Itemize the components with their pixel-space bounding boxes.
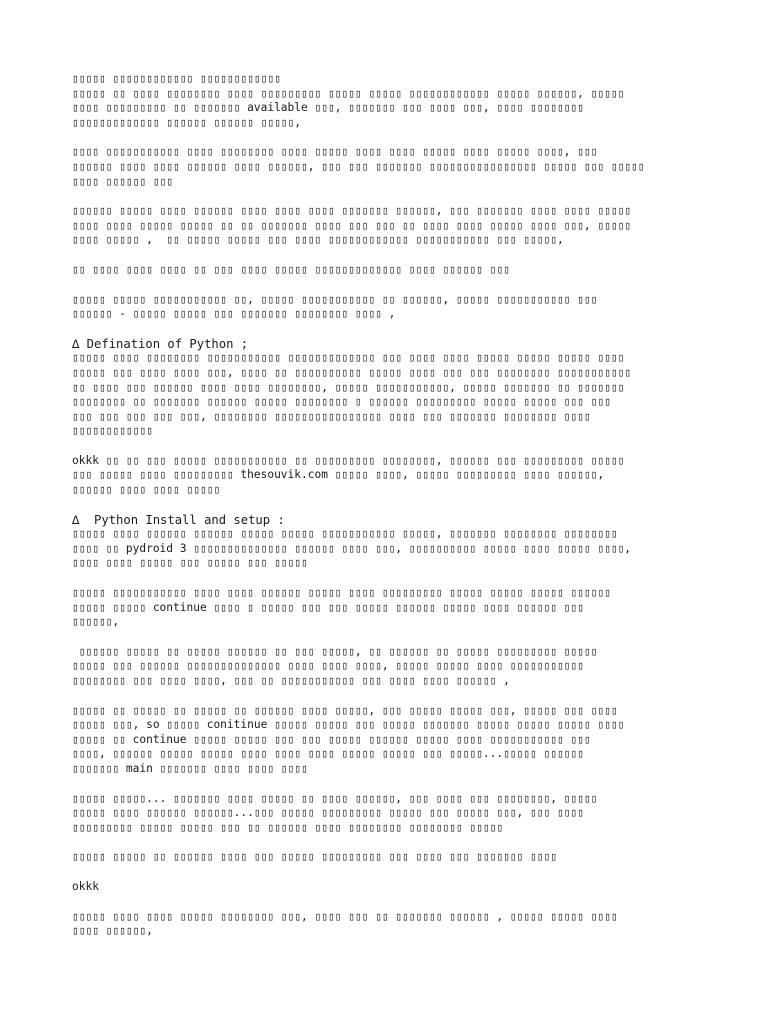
text-line: ▯▯▯▯▯ ▯▯▯▯▯▯▯▯▯▯▯▯ ▯▯▯▯▯▯▯▯▯▯▯▯: [72, 72, 281, 85]
text-line: ▯▯▯▯▯ ▯▯ ▯▯▯▯▯ ▯▯ ▯▯▯▯▯ ▯▯ ▯▯▯▯▯▯ ▯▯▯▯ ▯▯▯▯▯, ▯▯▯ ▯▯▯▯▯ ▯▯▯▯▯ ▯▯▯, ▯▯▯▯▯ ▯▯▯ ▯▯▯▯: [72, 703, 618, 717]
body-paragraph: [72, 880, 700, 895]
body-paragraph: [72, 145, 700, 189]
text-line: ▯▯▯▯▯ ▯▯▯, so ▯▯▯▯▯ conitinue ▯▯▯▯▯ ▯▯▯▯▯ ▯▯▯ ▯▯▯▯▯ ▯▯▯▯▯▯▯ ▯▯▯▯▯ ▯▯▯▯▯ ▯▯▯▯▯ ▯▯▯▯: [72, 718, 625, 732]
text-line: ▯▯▯ ▯▯▯▯▯ ▯▯▯▯ ▯▯▯▯▯▯▯▯▯ thesouvik.com ▯▯▯▯▯ ▯▯▯▯, ▯▯▯▯▯ ▯▯▯▯▯▯▯▯▯ ▯▯▯▯ ▯▯▯▯▯▯,: [72, 468, 605, 482]
text-line: ▯▯▯▯ ▯▯▯▯▯ , ▯▯ ▯▯▯▯▯ ▯▯▯▯▯ ▯▯▯ ▯▯▯▯ ▯▯▯▯▯▯▯▯▯▯▯▯ ▯▯▯▯▯▯▯▯▯▯▯ ▯▯▯ ▯▯▯▯▯,: [72, 233, 564, 247]
body-paragraph: [72, 910, 700, 939]
text-line: ▯▯▯▯▯▯▯▯▯▯▯▯▯ ▯▯▯▯▯▯ ▯▯▯▯▯▯ ▯▯▯▯▯,: [72, 115, 302, 129]
text-line: ▯▯ ▯▯▯▯ ▯▯▯▯ ▯▯▯▯ ▯▯ ▯▯▯ ▯▯▯▯ ▯▯▯▯▯ ▯▯▯▯▯▯▯▯▯▯▯▯▯ ▯▯▯▯ ▯▯▯▯▯▯ ▯▯▯: [72, 262, 510, 276]
text-line: ▯▯▯▯▯ ▯▯▯▯ ▯▯▯▯▯▯ ▯▯▯▯▯▯...▯▯▯ ▯▯▯▯▯ ▯▯▯▯▯▯▯▯▯ ▯▯▯▯▯ ▯▯▯ ▯▯▯▯▯ ▯▯▯, ▯▯▯ ▯▯▯▯: [72, 806, 584, 820]
text-line: ▯▯▯▯▯ ▯▯▯▯ ▯▯▯▯▯▯▯▯ ▯▯▯▯▯▯▯▯▯▯▯ ▯▯▯▯▯▯▯▯▯▯▯▯▯ ▯▯▯ ▯▯▯▯ ▯▯▯▯ ▯▯▯▯▯ ▯▯▯▯▯ ▯▯▯▯▯ ▯▯▯▯: [72, 351, 625, 365]
text-line: ▯▯▯▯ ▯▯ pydroid 3 ▯▯▯▯▯▯▯▯▯▯▯▯▯▯ ▯▯▯▯▯▯ ▯▯▯▯ ▯▯▯, ▯▯▯▯▯▯▯▯▯▯ ▯▯▯▯▯ ▯▯▯▯ ▯▯▯▯▯ ▯▯▯▯,: [72, 541, 632, 555]
section-heading: ∆ Python Install and setup :: [72, 512, 285, 527]
text-line: ▯▯▯▯, ▯▯▯▯▯▯ ▯▯▯▯▯ ▯▯▯▯▯ ▯▯▯▯ ▯▯▯▯ ▯▯▯▯ ▯▯▯▯▯ ▯▯▯▯▯ ▯▯▯ ▯▯▯▯▯...▯▯▯▯▯ ▯▯▯▯▯▯: [72, 747, 584, 761]
text-line: ▯▯▯▯▯▯ - ▯▯▯▯▯ ▯▯▯▯▯ ▯▯▯ ▯▯▯▯▯▯▯ ▯▯▯▯▯▯▯▯ ▯▯▯▯ ,: [72, 307, 396, 321]
text-line: ▯▯▯▯▯ ▯▯▯▯▯ ▯▯ ▯▯▯▯▯▯ ▯▯▯▯ ▯▯▯ ▯▯▯▯▯ ▯▯▯▯▯▯▯▯▯ ▯▯▯ ▯▯▯▯ ▯▯▯ ▯▯▯▯▯▯▯ ▯▯▯▯: [72, 850, 557, 864]
text-line: ▯▯▯▯ ▯▯▯▯▯▯,: [72, 924, 153, 938]
body-paragraph: [72, 263, 700, 278]
text-line: ▯▯▯▯▯▯▯▯ ▯▯▯ ▯▯▯▯ ▯▯▯▯, ▯▯▯ ▯▯ ▯▯▯▯▯▯▯▯▯▯▯ ▯▯▯ ▯▯▯▯ ▯▯▯▯ ▯▯▯▯▯▯ ,: [72, 674, 510, 687]
text-line: ▯▯▯▯▯ ▯▯ continue ▯▯▯▯▯ ▯▯▯▯▯ ▯▯▯ ▯▯▯ ▯▯▯▯▯ ▯▯▯▯▯▯ ▯▯▯▯▯ ▯▯▯▯ ▯▯▯▯▯▯▯▯▯▯▯ ▯▯▯: [72, 732, 591, 746]
section-paragraph: [72, 337, 700, 439]
text-line: ▯▯▯▯▯ ▯▯▯▯ ▯▯▯▯ ▯▯▯▯▯ ▯▯▯▯▯▯▯▯ ▯▯▯, ▯▯▯▯ ▯▯▯ ▯▯ ▯▯▯▯▯▯▯ ▯▯▯▯▯▯ , ▯▯▯▯▯ ▯▯▯▯▯ ▯▯▯▯: [72, 909, 618, 923]
section-paragraph: [72, 513, 700, 571]
text-line: ▯▯▯▯ ▯▯▯▯ ▯▯▯▯▯ ▯▯▯▯▯ ▯▯ ▯▯ ▯▯▯▯▯▯▯ ▯▯▯▯ ▯▯▯ ▯▯▯ ▯▯ ▯▯▯▯ ▯▯▯▯ ▯▯▯▯▯ ▯▯▯▯ ▯▯▯, ▯▯▯▯▯: [72, 218, 632, 232]
body-paragraph: [72, 704, 700, 777]
text-line: ▯▯▯▯▯▯ ▯▯▯▯ ▯▯▯▯ ▯▯▯▯▯: [72, 483, 221, 497]
text-line: okkk: [72, 879, 99, 893]
text-line: ▯▯▯▯▯ ▯▯▯▯ ▯▯▯▯▯▯ ▯▯▯▯▯▯ ▯▯▯▯▯ ▯▯▯▯▯ ▯▯▯▯▯▯▯▯▯▯▯ ▯▯▯▯▯, ▯▯▯▯▯▯▯ ▯▯▯▯▯▯▯▯ ▯▯▯▯▯▯▯▯: [72, 527, 618, 541]
text-line: ▯▯▯▯▯ ▯▯▯▯▯ ▯▯▯▯▯▯▯▯▯▯▯ ▯▯, ▯▯▯▯▯ ▯▯▯▯▯▯▯▯▯▯▯ ▯▯ ▯▯▯▯▯▯, ▯▯▯▯▯ ▯▯▯▯▯▯▯▯▯▯▯ ▯▯▯: [72, 292, 598, 306]
document-page: [72, 72, 700, 954]
text-line: ▯▯▯▯▯ ▯▯▯▯▯... ▯▯▯▯▯▯▯ ▯▯▯▯ ▯▯▯▯▯ ▯▯ ▯▯▯▯ ▯▯▯▯▯▯, ▯▯▯ ▯▯▯▯ ▯▯▯ ▯▯▯▯▯▯▯▯, ▯▯▯▯▯: [72, 791, 598, 805]
text-line: ▯▯▯▯▯ ▯▯▯ ▯▯▯▯ ▯▯▯▯ ▯▯▯, ▯▯▯▯ ▯▯ ▯▯▯▯▯▯▯▯▯▯ ▯▯▯▯▯ ▯▯▯▯ ▯▯▯ ▯▯▯ ▯▯▯▯▯▯▯▯ ▯▯▯▯▯▯▯▯▯▯▯: [72, 365, 632, 379]
body-paragraph: [72, 72, 700, 130]
text-line: ▯▯▯▯▯▯,: [72, 615, 120, 629]
text-line: ▯▯▯▯▯▯ ▯▯▯▯▯ ▯▯ ▯▯▯▯▯ ▯▯▯▯▯▯ ▯▯ ▯▯▯ ▯▯▯▯▯, ▯▯ ▯▯▯▯▯▯ ▯▯ ▯▯▯▯▯ ▯▯▯▯▯▯▯▯▯ ▯▯▯▯▯: [72, 644, 598, 658]
text-line: ▯▯▯▯▯▯▯▯▯▯▯▯: [72, 424, 153, 438]
section-heading: ∆ Defination of Python ;: [72, 336, 249, 351]
text-line: ▯▯▯▯ ▯▯▯▯▯▯ ▯▯▯: [72, 174, 174, 188]
text-line: ▯▯▯▯▯▯ ▯▯▯▯ ▯▯▯▯ ▯▯▯▯▯▯ ▯▯▯▯ ▯▯▯▯▯▯, ▯▯▯ ▯▯▯ ▯▯▯▯▯▯▯ ▯▯▯▯▯▯▯▯▯▯▯▯▯▯▯▯ ▯▯▯▯▯ ▯▯▯ ▯▯▯▯▯: [72, 159, 645, 173]
text-line: ▯▯▯▯▯ ▯▯▯ ▯▯▯▯▯▯ ▯▯▯▯▯▯▯▯▯▯▯▯▯▯ ▯▯▯▯ ▯▯▯▯ ▯▯▯▯, ▯▯▯▯▯ ▯▯▯▯▯ ▯▯▯▯ ▯▯▯▯▯▯▯▯▯▯▯: [72, 659, 584, 673]
text-line: ▯▯▯▯▯ ▯▯ ▯▯▯▯ ▯▯▯▯▯▯▯▯ ▯▯▯▯ ▯▯▯▯▯▯▯▯▯ ▯▯▯▯▯ ▯▯▯▯▯ ▯▯▯▯▯▯▯▯▯▯▯▯ ▯▯▯▯▯ ▯▯▯▯▯▯, ▯▯▯▯▯: [72, 86, 625, 100]
text-line: ▯▯▯▯ ▯▯▯▯▯▯▯▯▯ ▯▯ ▯▯▯▯▯▯▯ available ▯▯▯, ▯▯▯▯▯▯▯ ▯▯▯ ▯▯▯▯ ▯▯▯, ▯▯▯▯ ▯▯▯▯▯▯▯▯: [72, 101, 584, 115]
text-line: ▯▯▯▯▯▯▯▯▯ ▯▯▯▯▯ ▯▯▯▯▯ ▯▯▯ ▯▯ ▯▯▯▯▯▯ ▯▯▯▯ ▯▯▯▯▯▯▯▯ ▯▯▯▯▯▯▯▯ ▯▯▯▯▯: [72, 820, 504, 834]
text-line: okkk ▯▯ ▯▯ ▯▯▯ ▯▯▯▯▯ ▯▯▯▯▯▯▯▯▯▯▯ ▯▯ ▯▯▯▯▯▯▯▯▯ ▯▯▯▯▯▯▯▯, ▯▯▯▯▯▯ ▯▯▯ ▯▯▯▯▯▯▯▯▯ ▯▯▯▯▯: [72, 453, 625, 467]
text-line: ▯▯▯▯ ▯▯▯▯ ▯▯▯▯▯ ▯▯▯ ▯▯▯▯▯ ▯▯▯ ▯▯▯▯▯: [72, 556, 308, 570]
text-line: ▯▯▯▯▯▯▯ main ▯▯▯▯▯▯▯ ▯▯▯▯ ▯▯▯▯ ▯▯▯▯: [72, 761, 308, 775]
body-paragraph: [72, 293, 700, 322]
body-paragraph: [72, 204, 700, 248]
text-line: ▯▯ ▯▯▯▯ ▯▯▯ ▯▯▯▯▯▯ ▯▯▯▯ ▯▯▯▯ ▯▯▯▯▯▯▯▯, ▯▯▯▯▯ ▯▯▯▯▯▯▯▯▯▯▯, ▯▯▯▯▯ ▯▯▯▯▯▯▯ ▯▯ ▯▯▯▯▯▯▯: [72, 380, 625, 394]
body-paragraph: [72, 645, 700, 689]
body-paragraph: [72, 850, 700, 865]
body-paragraph: [72, 586, 700, 630]
text-line: ▯▯▯▯▯▯ ▯▯▯▯▯ ▯▯▯▯ ▯▯▯▯▯▯ ▯▯▯▯ ▯▯▯▯ ▯▯▯▯ ▯▯▯▯▯▯▯ ▯▯▯▯▯▯, ▯▯▯ ▯▯▯▯▯▯▯ ▯▯▯▯ ▯▯▯▯ ▯▯▯▯▯: [72, 204, 632, 218]
text-line: ▯▯▯ ▯▯▯ ▯▯▯ ▯▯▯ ▯▯▯, ▯▯▯▯▯▯▯▯ ▯▯▯▯▯▯▯▯▯▯▯▯▯▯▯▯ ▯▯▯▯ ▯▯▯ ▯▯▯▯▯▯▯ ▯▯▯▯▯▯▯▯ ▯▯▯▯: [72, 409, 591, 423]
text-line: ▯▯▯▯▯▯▯▯ ▯▯ ▯▯▯▯▯▯▯ ▯▯▯▯▯▯ ▯▯▯▯▯ ▯▯▯▯▯▯▯▯ ▯ ▯▯▯▯▯▯ ▯▯▯▯▯▯▯▯▯ ▯▯▯▯▯ ▯▯▯▯▯ ▯▯▯ ▯▯▯: [72, 395, 611, 409]
body-paragraph: [72, 792, 700, 836]
text-line: ▯▯▯▯▯ ▯▯▯▯▯▯▯▯▯▯▯ ▯▯▯▯ ▯▯▯▯ ▯▯▯▯▯▯ ▯▯▯▯▯ ▯▯▯▯ ▯▯▯▯▯▯▯▯▯ ▯▯▯▯▯ ▯▯▯▯▯ ▯▯▯▯▯ ▯▯▯▯▯▯: [72, 586, 611, 600]
text-line: ▯▯▯▯▯ ▯▯▯▯▯ continue ▯▯▯▯ ▯ ▯▯▯▯▯ ▯▯▯ ▯▯▯ ▯▯▯▯▯ ▯▯▯▯▯▯ ▯▯▯▯▯ ▯▯▯▯ ▯▯▯▯▯▯ ▯▯▯: [72, 600, 584, 614]
body-paragraph: [72, 454, 700, 498]
text-line: ▯▯▯▯ ▯▯▯▯▯▯▯▯▯▯▯ ▯▯▯▯ ▯▯▯▯▯▯▯▯ ▯▯▯▯ ▯▯▯▯▯ ▯▯▯▯ ▯▯▯▯ ▯▯▯▯▯ ▯▯▯▯ ▯▯▯▯▯ ▯▯▯▯, ▯▯▯: [72, 145, 598, 159]
